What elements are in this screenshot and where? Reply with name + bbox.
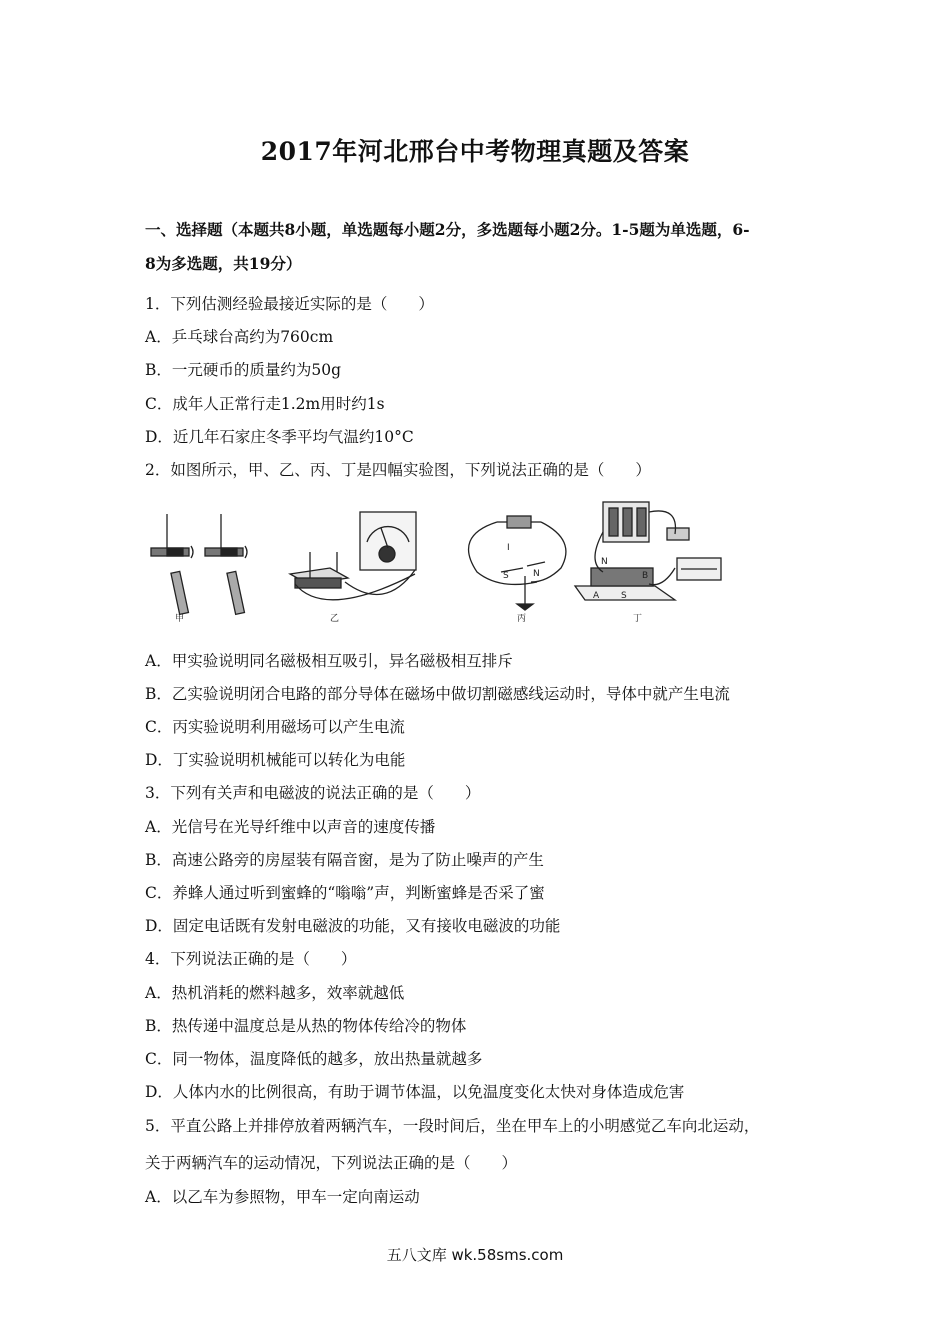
figure-label-yi: 乙: [330, 614, 340, 624]
figure-bing-oersted: [469, 516, 566, 610]
question-3-stem: 3．下列有关声和电磁波的说法正确的是（ ）: [145, 784, 481, 802]
question-5-option-a: A．以乙车为参照物，甲车一定向南运动: [145, 1188, 420, 1206]
question-1-option-b: B．一元硬币的质量约为50g: [145, 361, 342, 379]
figure-yi-generator: [290, 512, 416, 600]
question-2-option-c: C．丙实验说明利用磁场可以产生电流: [145, 718, 405, 736]
section-heading: [145, 213, 825, 281]
question-4-stem: 4．下列说法正确的是（ ）: [145, 950, 357, 968]
question-2-option-d: D．丁实验说明机械能可以转化为电能: [145, 751, 406, 769]
question-2-option-b: B．乙实验说明闭合电路的部分导体在磁场中做切割磁感线运动时，导体中就产生电流: [145, 685, 730, 703]
question-4-option-a: A．热机消耗的燃料越多，效率就越低: [145, 984, 405, 1002]
question-4-option-d: D．人体内水的比例很高，有助于调节体温，以免温度变化太快对身体造成危害: [145, 1083, 685, 1101]
question-3-option-d: D．固定电话既有发射电磁波的功能，又有接收电磁波的功能: [145, 917, 561, 935]
question-1-option-c: C．成年人正常行走1.2m用时约1s: [145, 395, 385, 413]
figure-ding-motor: [575, 502, 721, 600]
figure-symbol-current: I: [507, 543, 510, 553]
figure-label-bing: 丙: [517, 614, 527, 624]
question-5-stem-line-1: 5．平直公路上并排停放着两辆汽车，一段时间后，坐在甲车上的小明感觉乙车向北运动，: [145, 1117, 760, 1135]
figure-symbol-n-ding: N: [601, 557, 608, 567]
question-1-option-d: D．近几年石家庄冬季平均气温约10°C: [145, 428, 414, 446]
question-2-stem: 2．如图所示，甲、乙、丙、丁是四幅实验图，下列说法正确的是（ ）: [145, 461, 651, 479]
section-heading-line-1: 一、选择题（本题共8小题，单选题每小题2分，多选题每小题2分。1-5题为单选题，6-: [145, 220, 750, 239]
figure-symbol-n: N: [533, 569, 540, 579]
question-3-option-b: B．高速公路旁的房屋装有隔音窗，是为了防止噪声的产生: [145, 851, 544, 869]
question-3-option-c: C．养蜂人通过听到蜜蜂的“嗡嗡”声，判断蜜蜂是否采了蜜: [145, 884, 545, 902]
question-5-stem-line-2: 关于两辆汽车的运动情况，下列说法正确的是（ ）: [145, 1154, 518, 1172]
question-3-option-a: A．光信号在光导纤维中以声音的速度传播: [145, 818, 436, 836]
footer-watermark: 五八文库 wk.58sms.com: [386, 1246, 564, 1264]
section-heading-line-2: 8为多选题，共19分）: [145, 254, 302, 273]
figure-label-ding: 丁: [633, 614, 643, 624]
figure-label-jia: 甲: [175, 614, 185, 624]
question-1-option-a: A．乒乓球台高约为760cm: [145, 328, 334, 346]
question-2-option-a: A．甲实验说明同名磁极相互吸引，异名磁极相互排斥: [145, 652, 513, 670]
figure-symbol-s-ding: S: [621, 591, 627, 601]
page-title: 2017年河北邢台中考物理真题及答案: [260, 137, 690, 166]
figure-symbol-s: S: [503, 571, 509, 581]
figure-symbol-b: B: [642, 571, 649, 581]
figure-symbol-a: A: [593, 591, 600, 601]
figure-jia-magnets: [151, 514, 247, 614]
question-4-option-c: C．同一物体，温度降低的越多，放出热量就越多: [145, 1050, 483, 1068]
question-4-option-b: B．热传递中温度总是从热的物体传给冷的物体: [145, 1017, 467, 1035]
question-1-stem: 1．下列估测经验最接近实际的是（ ）: [145, 295, 434, 313]
experiment-figure: [145, 492, 725, 624]
